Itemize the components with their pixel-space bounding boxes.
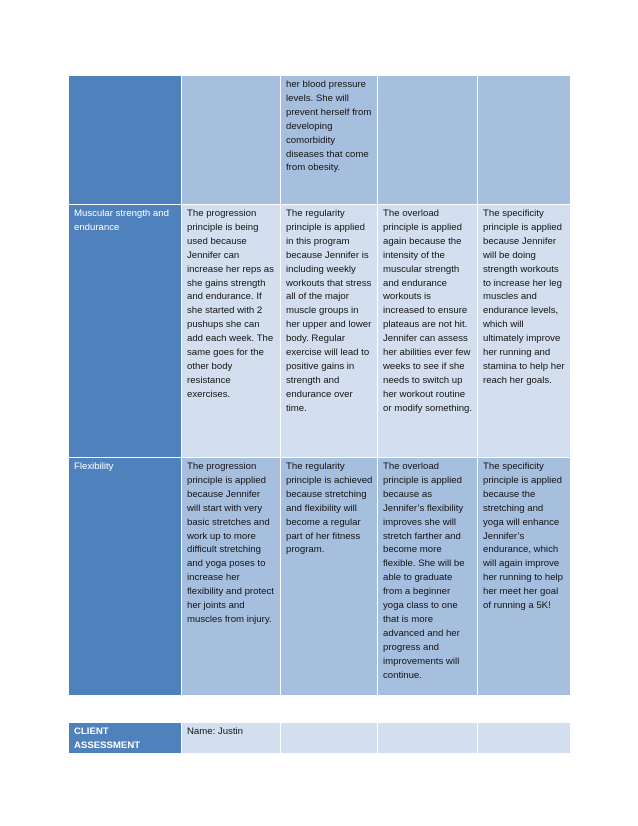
overload-cell bbox=[378, 76, 478, 205]
progression-cell bbox=[182, 76, 281, 205]
assessment-row bbox=[69, 723, 571, 754]
progression-cell bbox=[182, 205, 281, 458]
regularity-cell bbox=[281, 458, 378, 696]
client-assessment-heading: CLIENT ASSESSMENT bbox=[74, 726, 141, 751]
cell-text: The progression principle is being used because Jennifer can increase her reps as she gains strength and endurance. If she started with 2 pushups she can add each week. The same goes for the other body resistance exercises. bbox=[187, 208, 274, 400]
specificity-cell bbox=[478, 458, 571, 696]
empty-cell bbox=[378, 723, 478, 754]
regularity-cell bbox=[281, 76, 378, 205]
client-name: Name: Justin bbox=[187, 726, 243, 737]
cell-text: The specificity principle is applied because the stretching and yoga will enhance Jennifer’s endurance, which will again improve her running to help her meet her goal of running a 5K! bbox=[483, 461, 564, 612]
client-assessment-table bbox=[68, 722, 571, 754]
cell-text: The regularity principle is achieved because stretching and flexibility will become a regular part of her fitness program. bbox=[286, 461, 373, 556]
overload-cell bbox=[378, 458, 478, 696]
specificity-cell bbox=[478, 76, 571, 205]
table-row bbox=[69, 205, 571, 458]
client-assessment-label bbox=[69, 723, 182, 754]
table-row bbox=[69, 458, 571, 696]
cell-text: The specificity principle is applied because Jennifer will be doing strength workouts to increase her leg muscles and endurance levels, which will ultimately improve her running and stamina to help her reach her goals. bbox=[483, 208, 565, 386]
overload-cell bbox=[378, 205, 478, 458]
progression-cell bbox=[182, 458, 281, 696]
row-label-text: Muscular strength and endurance bbox=[74, 208, 169, 233]
table-row bbox=[69, 76, 571, 205]
row-label bbox=[69, 76, 182, 205]
cell-text: The overload principle is applied because as Jennifer’s flexibility improves she will stretch farther and become more flexible. She will be able to graduate from a beginner yoga class to one that is more advanced and her progress and improvements will continue. bbox=[383, 461, 465, 681]
cell-text: her blood pressure levels. She will prevent herself from developing comorbidity diseases that come from obesity. bbox=[286, 79, 372, 174]
fitness-principles-table bbox=[68, 75, 571, 696]
cell-text: The progression principle is applied because Jennifer will start with very basic stretches and work up to more difficult stretching and yoga poses to increase her flexibility and protect her joints and muscles from injury. bbox=[187, 461, 274, 625]
regularity-cell bbox=[281, 205, 378, 458]
row-label bbox=[69, 205, 182, 458]
empty-cell bbox=[281, 723, 378, 754]
cell-text: The regularity principle is applied in this program because Jennifer is including weekly workouts that stress all of the major muscle groups in her upper and lower body. Regular exercise will lead to positive gains in strength and endurance over time. bbox=[286, 208, 372, 414]
row-label bbox=[69, 458, 182, 696]
cell-text: The overload principle is applied again because the intensity of the muscular strength and endurance workouts is increased to ensure plateaus are not hit. Jennifer can assess her abilities ever few weeks to see if she needs to switch up her workout routine or modify something. bbox=[383, 208, 473, 414]
row-label-text: Flexibility bbox=[74, 461, 114, 472]
client-name-cell bbox=[182, 723, 281, 754]
specificity-cell bbox=[478, 205, 571, 458]
empty-cell bbox=[478, 723, 571, 754]
